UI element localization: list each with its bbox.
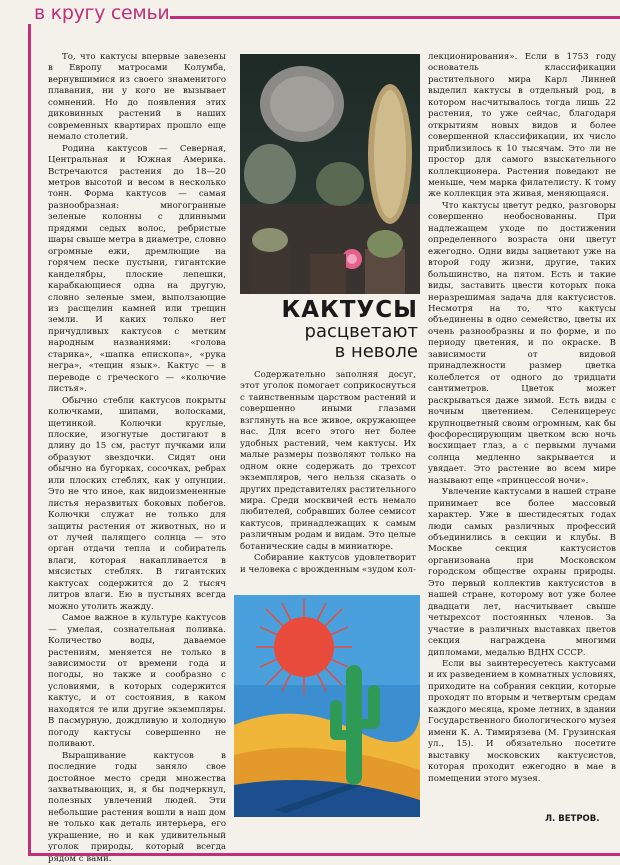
paragraph: То, что кактусы впервые завезены в Европу матросами Колумба, вернувшимися из своего знаменитого плавания, ни у кого не вызывает сомнений. Но до появления этих диковинных растений в наших современных квартирах прошло еще немало столетий. bbox=[48, 52, 226, 143]
frame-left-line bbox=[28, 24, 31, 856]
headline-line-3: в неволе bbox=[334, 341, 418, 362]
desert-cactus-illustration bbox=[234, 595, 420, 817]
paragraph: Родина кактусов — Северная, Центральная и Южная Америка. Встречаются растения до 18—20 метров высотой и весом в несколько тонн. Форма кактусов — самая разнообразная: многогранные зеленые колонны с длинными прядями седых волос, ребристые шары свыше метра в диаметре, словно огромные ежи, дремлющие на горячем песке пустыни, гигантские канделябры, плоские лепешки, карабкающиеся одна на другую, словно зеленые змеи, выползающие из расщелин камней или трещин земли. И каких только нет причудливых кактусов с метким народным названиями: «голова старика», «шапка епископа», «рука негра», «тещин язык». Кактус — в переводе с греческого — «колючие листья». bbox=[48, 143, 226, 395]
paragraph: Увлечение кактусами в нашей стране принимает все более массовый характер. Уже в шестидесятых годах люди самых различных профессий объединились в секции и клубы. В Москве секция кактусистов организована при Московском городском обществе охраны природы. Это первый коллектив кактусистов в нашей стране, которому вот уже более двадцати лет, насчитывает свыше четырехсот постоянных членов. За участие в различных выставках цветов секция награждена многими дипломами, медалью ВДНХ СССР. bbox=[428, 487, 616, 658]
article-column-2 bbox=[240, 370, 416, 576]
paragraph: лекционирования». Если в 1753 году основатель классификации растительного мира Карл Линней выделил кактусы в отдельный род, в котором насчитывалось тогда лишь 22 растения, то уже сейчас, благодаря открытиям новых видов и более совершенной классификации, их число приблизилось к 10 тысячам. Это ли не простор для самого взыскательного коллекционера. Растения поведают не меньше, чем марка филателисту. К тому же коллекция эта живая, меняющаяся. bbox=[428, 52, 616, 200]
cactus-photo-graphic bbox=[240, 54, 420, 294]
paragraph: Собирание кактусов удовлетворит и человека с врожденным «зудом кол- bbox=[240, 553, 416, 575]
cactus-collection-photo bbox=[240, 54, 420, 294]
paragraph: Если вы заинтересуетесь кактусами и их разведением в комнатных условиях, приходите на собрания секции, которые проходят по вторым и четвертым средам каждого месяца, кроме летних, в здании Государственного биологического музея имени К. А. Тимирязева (М. Грузинская ул., 15). И обязательно посетите выставку московских кактусистов, которая проходит ежегодно в мае в помещении этого музея. bbox=[428, 659, 616, 784]
frame-top-line bbox=[170, 16, 620, 19]
headline-line-2: расцветают bbox=[304, 321, 418, 342]
section-rubric: в кругу семьи bbox=[34, 2, 170, 24]
article-column-3 bbox=[428, 52, 616, 785]
headline-line-1: КАКТУСЫ bbox=[281, 297, 418, 323]
paragraph: Что кактусы цветут редко, разговоры совершенно необоснованны. При надлежащем уходе по достижении определенного возраста они цветут ежегодно. Одни виды зацветают уже на второй году жизни, другие, таких большинство, на пятом. Есть и такие виды, заставить цвести которых пока неразрешимая задача для кактусистов. Несмотря на то, что кактусы объединены в одно семейство, цветы их очень разнообразны и по форме, и по периоду цветения, и по окраске. В зависимости от видовой принадлежности размер цветка колеблется от одного до тридцати сантиметров. Цветок может раскрываться даже зимой. Есть виды с ночным цветением. Селеницереус крупноцветный своим огромным, как бы фосфоресцирующим цветком всю ночь восхищает глаз, а с первыми лучами солнца медленно закрывается и увядает. Это растение во всем мире называют еще «принцессой ночи». bbox=[428, 200, 616, 486]
paragraph: Обычно стебли кактусов покрыты колючками, шипами, волосками, щетинкой. Колючки круглые, плоские, изогнутые достигают в длину до 15 см, растут пучками или образуют звездочки. Сидят они обычно на бугорках, сосочках, ребрах или плоских стеблях, как у опунции. Это не что иное, как видоизмененные листья неразвитых боковых побегов. Колючки служат не только для защиты растения от животных, но и от лучей палящего солнца — это орган отдачи тепла и собиратель влаги, которая накапливается в мясистых стеблях. В гигантских кактусах содержится до 2 тысяч литров влаги. Ею в пустынях всегда можно утолить жажду. bbox=[48, 395, 226, 612]
paragraph: Выращивание кактусов в последние годы заняло свое достойное место среди множества захватывающих, и, я бы подчеркнул, полезных увлечений людей. Эти небольшие растения вошли в наш дом не только как деталь интерьера, его украшение, но и как удивительный уголок природы, который всегда рядом с вами. bbox=[48, 750, 226, 864]
article-column-1 bbox=[48, 52, 226, 865]
paragraph: Самое важное в культуре кактусов — умелая, сознательная поливка. Количество воды, даваемое растениям, меняется не только в зависимости от времени года и погоды, но также и сообразно с условиями, в которых содержится кактус, и от состояния, в каком находятся те или другие экземпляры. В пасмурную, дождливую и холодную погоду кактусы совершенно не поливают. bbox=[48, 613, 226, 750]
desert-art-graphic bbox=[234, 595, 420, 817]
paragraph: Содержательно заполняя досуг, этот уголок помогает соприкоснуться с таинственным царством растений и совершенно иными глазами взглянуть на все живое, окружающее нас. Для всего этого нет более удобных растений, чем кактусы. Их малые размеры позволяют только на одном окне содержать до трехсот экземпляров, чего нельзя сказать о других представителях растительного мира. Среди москвичей есть немало любителей, собравших более семисот кактусов, принадлежащих к самым различным родам и видам. Это целые ботанические сады в миниатюре. bbox=[240, 370, 416, 552]
author-signature: Л. ВЕТРОВ. bbox=[545, 814, 600, 824]
article-headline bbox=[240, 298, 418, 362]
